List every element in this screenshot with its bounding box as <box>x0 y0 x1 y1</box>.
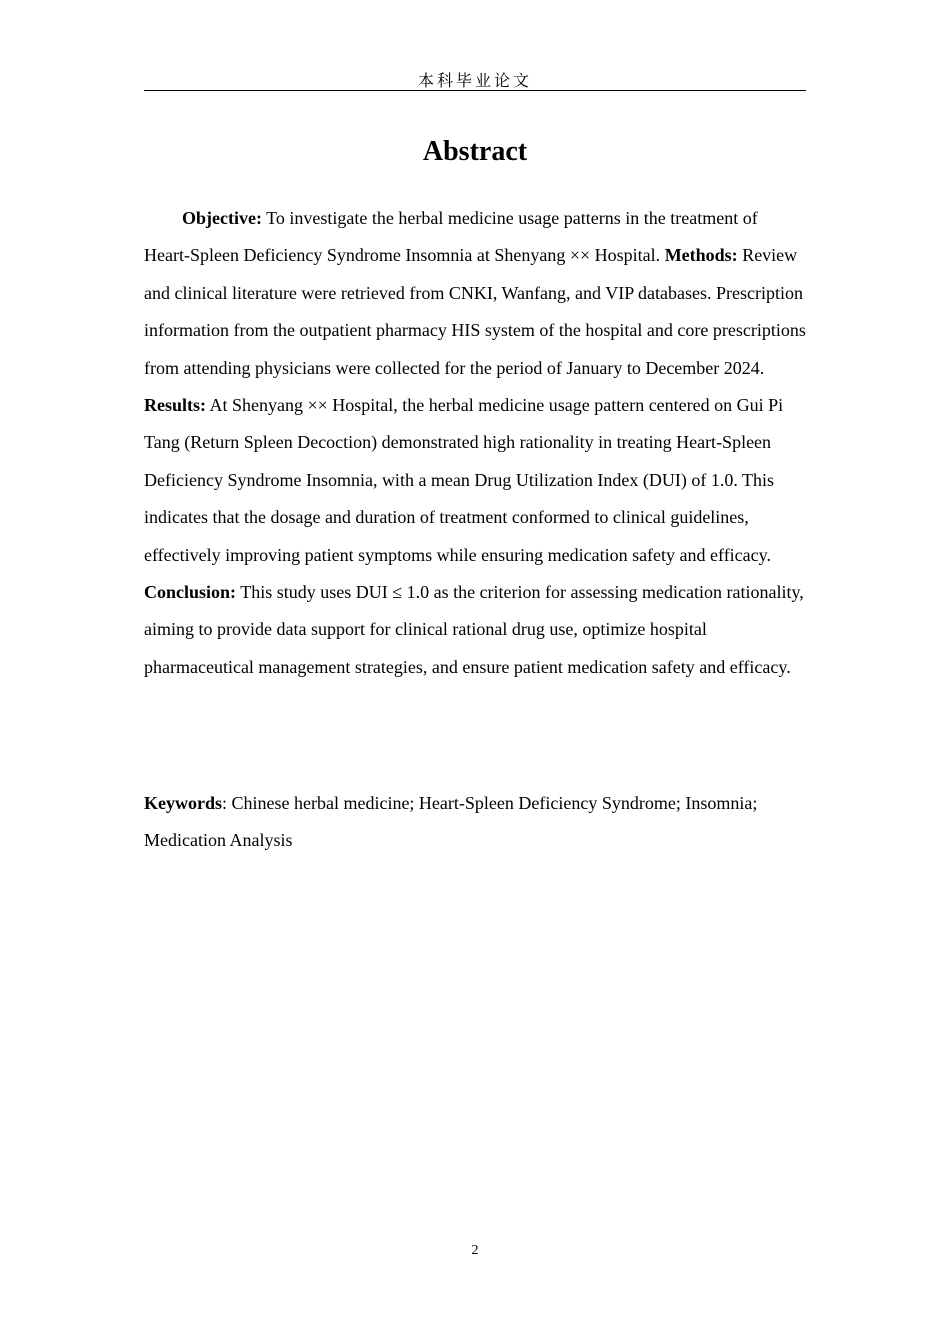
abstract-paragraph <box>144 200 806 686</box>
keywords-label: Keywords <box>144 793 222 813</box>
keywords-text: : Chinese herbal medicine; Heart-Spleen Deficiency Syndrome; Insomnia; Medication Analysis <box>144 793 758 850</box>
page-number: 2 <box>471 1243 479 1258</box>
objective-label: Objective: <box>182 208 262 228</box>
header-rule <box>144 90 806 91</box>
objective-text: To investigate the herbal medicine usage patterns in the treatment of Heart-Spleen Deficiency Syndrome Insomnia at Shenyang ×× Hospital. <box>144 208 758 266</box>
keywords-paragraph <box>144 785 806 859</box>
conclusion-text: This study uses DUI ≤ 1.0 as the criterion for assessing medication rationality, aiming to provide data support for clinical rational drug use, optimize hospital pharmaceutical management strategies, and ensure patient medication safety and efficacy. <box>144 582 804 677</box>
results-label: Results: <box>144 395 206 416</box>
page-title: Abstract <box>422 136 528 167</box>
methods-text: Review and clinical literature were retrieved from CNKI, Wanfang, and VIP databases. Prescription information from the outpatient pharmacy HIS system of the hospital and core prescriptions from attending physicians were collected for the period of January to December 2024. <box>144 245 806 378</box>
methods-label: Methods: <box>664 245 738 266</box>
results-text: At Shenyang ×× Hospital, the herbal medicine usage pattern centered on Gui Pi Tang (Return Spleen Decoction) demonstrated high rationality in treating Heart-Spleen Deficiency Syndrome Insomnia, with a mean Drug Utilization Index (DUI) of 1.0. This indicates that the dosage and duration of treatment conformed to clinical guidelines, effectively improving patient symptoms while ensuring medication safety and efficacy. <box>144 395 784 565</box>
running-header: 本科毕业论文 <box>417 71 532 90</box>
conclusion-label: Conclusion: <box>144 582 237 603</box>
